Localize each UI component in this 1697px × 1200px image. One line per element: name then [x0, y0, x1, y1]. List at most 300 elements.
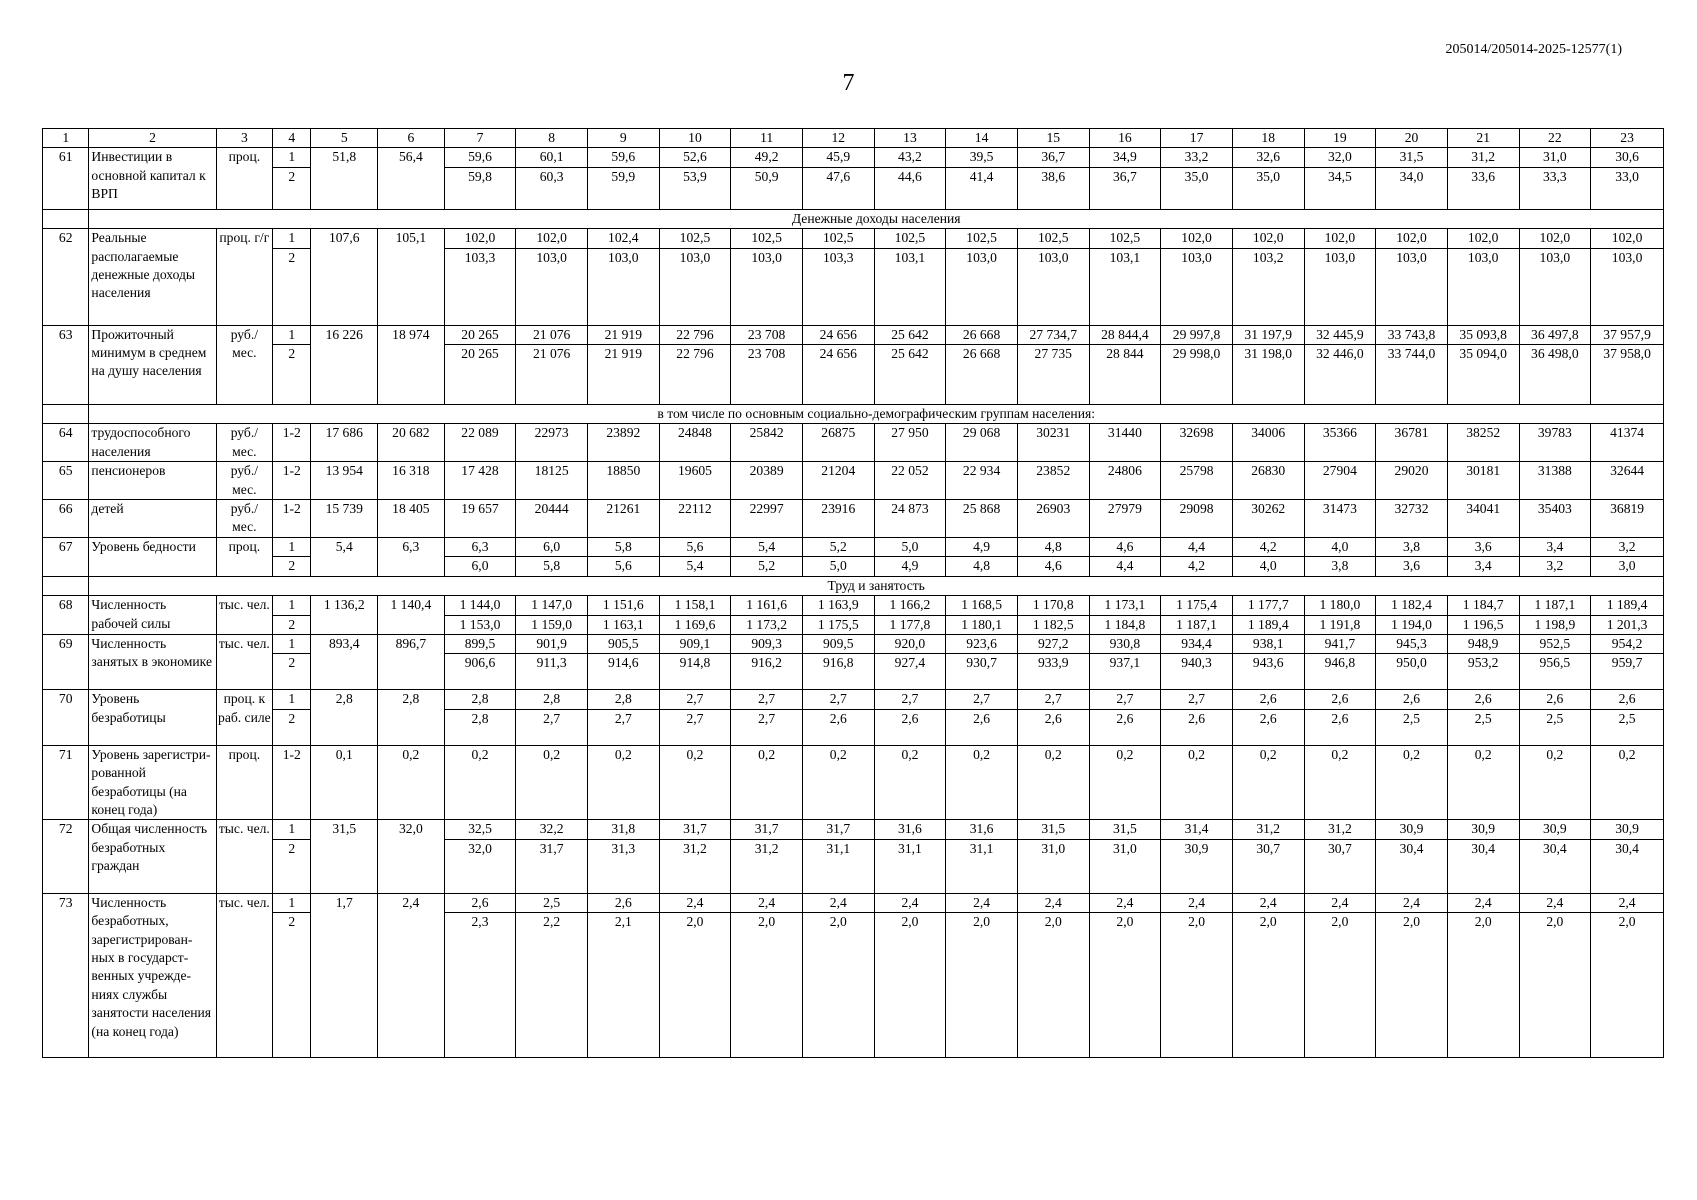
unit: проц. г/г	[216, 229, 273, 325]
value-col6: 20 682	[378, 424, 445, 462]
value-cell: 2,6	[1447, 690, 1519, 709]
value-cell: 22112	[659, 500, 731, 538]
value-cell: 2,0	[1017, 913, 1089, 1058]
value-cell: 102,5	[946, 229, 1018, 248]
row-number: 68	[43, 596, 89, 635]
value-cell: 953,2	[1447, 654, 1519, 690]
value-cell: 24 656	[802, 345, 874, 405]
value-cell: 41,4	[946, 167, 1018, 209]
value-cell: 0,2	[1376, 745, 1448, 820]
value-cell: 2,5	[1591, 709, 1664, 745]
value-cell: 33 744,0	[1376, 345, 1448, 405]
value-cell: 2,0	[802, 913, 874, 1058]
value-cell: 3,4	[1519, 537, 1591, 556]
value-cell: 4,4	[1089, 557, 1161, 576]
value-cell: 18850	[587, 462, 659, 500]
value-cell: 29 997,8	[1161, 325, 1233, 344]
value-col6: 6,3	[378, 537, 445, 576]
value-cell: 47,6	[802, 167, 874, 209]
value-cell: 103,1	[874, 248, 946, 325]
value-cell: 0,2	[1591, 745, 1664, 820]
table-row	[43, 893, 1664, 912]
value-cell: 2,6	[1161, 709, 1233, 745]
column-number: 7	[444, 129, 516, 148]
value-cell: 49,2	[731, 148, 803, 167]
table-row-variant-2	[43, 709, 1664, 745]
value-cell: 31,4	[1161, 820, 1233, 839]
value-cell: 35366	[1304, 424, 1376, 462]
value-cell: 2,6	[1519, 690, 1591, 709]
value-cell: 59,9	[587, 167, 659, 209]
value-cell: 2,6	[946, 709, 1018, 745]
value-cell: 30231	[1017, 424, 1089, 462]
value-cell: 31,6	[874, 820, 946, 839]
row-number: 67	[43, 537, 89, 576]
column-number: 19	[1304, 129, 1376, 148]
value-cell: 31,0	[1089, 839, 1161, 893]
value-cell: 2,7	[659, 709, 731, 745]
value-cell: 60,3	[516, 167, 588, 209]
value-cell: 2,6	[1232, 709, 1304, 745]
value-cell: 2,3	[444, 913, 516, 1058]
value-cell: 31,7	[516, 839, 588, 893]
value-cell: 22 796	[659, 325, 731, 344]
value-cell: 103,0	[1376, 248, 1448, 325]
row-number: 66	[43, 500, 89, 538]
value-cell: 1 144,0	[444, 596, 516, 615]
unit: тыс. чел.	[216, 820, 273, 893]
value-cell: 32,0	[1304, 148, 1376, 167]
section-title: Денежные доходы населения	[89, 209, 1664, 228]
value-cell: 1 158,1	[659, 596, 731, 615]
value-cell: 17 428	[444, 462, 516, 500]
value-cell: 31 197,9	[1232, 325, 1304, 344]
value-cell: 21 919	[587, 325, 659, 344]
row-number: 62	[43, 229, 89, 325]
column-number: 17	[1161, 129, 1233, 148]
value-cell: 4,2	[1161, 557, 1233, 576]
value-cell: 927,4	[874, 654, 946, 690]
unit: руб./ мес.	[216, 325, 273, 404]
section-title: в том числе по основным социально-демографическим группам населения:	[89, 405, 1664, 424]
value-cell: 103,0	[1304, 248, 1376, 325]
value-cell: 3,8	[1304, 557, 1376, 576]
variant: 1-2	[273, 424, 311, 462]
row-number: 61	[43, 148, 89, 209]
value-cell: 1 173,2	[731, 615, 803, 634]
column-number: 15	[1017, 129, 1089, 148]
unit: руб./ мес.	[216, 424, 273, 462]
value-cell: 2,0	[1232, 913, 1304, 1058]
value-cell: 905,5	[587, 634, 659, 653]
value-cell: 24848	[659, 424, 731, 462]
value-cell: 2,7	[946, 690, 1018, 709]
column-number: 18	[1232, 129, 1304, 148]
column-number: 16	[1089, 129, 1161, 148]
value-cell: 31,2	[1232, 820, 1304, 839]
value-cell: 2,6	[1017, 709, 1089, 745]
value-cell: 4,0	[1232, 557, 1304, 576]
table-row-variant-2	[43, 167, 1664, 209]
indicator-name: Общая численность безработных граждан	[89, 820, 216, 893]
value-cell: 945,3	[1376, 634, 1448, 653]
value-cell: 2,7	[802, 690, 874, 709]
value-cell: 103,0	[587, 248, 659, 325]
value-cell: 35,0	[1161, 167, 1233, 209]
value-cell: 31 198,0	[1232, 345, 1304, 405]
unit: проц.	[216, 537, 273, 576]
value-cell: 0,2	[659, 745, 731, 820]
value-cell: 23 708	[731, 345, 803, 405]
value-cell: 102,0	[444, 229, 516, 248]
value-cell: 0,2	[1304, 745, 1376, 820]
value-cell: 30,4	[1376, 839, 1448, 893]
value-cell: 103,3	[802, 248, 874, 325]
value-cell: 31,8	[587, 820, 659, 839]
value-cell: 103,0	[1519, 248, 1591, 325]
column-number: 20	[1376, 129, 1448, 148]
value-cell: 940,3	[1161, 654, 1233, 690]
value-cell: 0,2	[1519, 745, 1591, 820]
value-cell: 30,9	[1591, 820, 1664, 839]
value-cell: 6,0	[444, 557, 516, 576]
document-id: 205014/205014-2025-12577(1)	[1445, 42, 1622, 57]
value-cell: 28 844	[1089, 345, 1161, 405]
value-cell: 19605	[659, 462, 731, 500]
value-cell: 2,4	[802, 893, 874, 912]
value-cell: 36 497,8	[1519, 325, 1591, 344]
value-cell: 21204	[802, 462, 874, 500]
value-cell: 30,4	[1591, 839, 1664, 893]
value-cell: 102,0	[1447, 229, 1519, 248]
value-cell: 21261	[587, 500, 659, 538]
value-cell: 4,9	[874, 557, 946, 576]
value-cell: 37 957,9	[1591, 325, 1664, 344]
value-cell: 52,6	[659, 148, 731, 167]
value-cell: 32,6	[1232, 148, 1304, 167]
value-cell: 33,0	[1591, 167, 1664, 209]
value-cell: 2,6	[1376, 690, 1448, 709]
unit: руб./ мес.	[216, 500, 273, 538]
value-cell: 2,6	[587, 893, 659, 912]
value-cell: 1 189,4	[1232, 615, 1304, 634]
value-cell: 32732	[1376, 500, 1448, 538]
column-number: 1	[43, 129, 89, 148]
value-cell: 32698	[1161, 424, 1233, 462]
variant: 1	[273, 229, 311, 248]
value-cell: 5,0	[802, 557, 874, 576]
value-cell: 31,5	[1089, 820, 1161, 839]
value-cell: 22 052	[874, 462, 946, 500]
value-cell: 1 180,0	[1304, 596, 1376, 615]
value-col5: 17 686	[311, 424, 378, 462]
table-row-variant-2	[43, 654, 1664, 690]
value-cell: 1 187,1	[1519, 596, 1591, 615]
value-cell: 103,2	[1232, 248, 1304, 325]
variant: 2	[273, 654, 311, 690]
value-cell: 2,4	[1447, 893, 1519, 912]
value-col5: 1 136,2	[311, 596, 378, 635]
value-cell: 30,9	[1376, 820, 1448, 839]
variant: 1-2	[273, 745, 311, 820]
value-cell: 103,0	[946, 248, 1018, 325]
indicator-name: пенсионеров	[89, 462, 216, 500]
value-cell: 34,5	[1304, 167, 1376, 209]
variant: 2	[273, 709, 311, 745]
value-cell: 31,2	[1447, 148, 1519, 167]
value-col5: 2,8	[311, 690, 378, 745]
value-cell: 1 184,8	[1089, 615, 1161, 634]
indicator-name: Численность рабочей силы	[89, 596, 216, 635]
value-cell: 2,5	[1376, 709, 1448, 745]
value-cell: 35403	[1519, 500, 1591, 538]
value-cell: 36781	[1376, 424, 1448, 462]
value-cell: 31,7	[659, 820, 731, 839]
value-cell: 38252	[1447, 424, 1519, 462]
value-cell: 950,0	[1376, 654, 1448, 690]
value-cell: 30262	[1232, 500, 1304, 538]
value-cell: 956,5	[1519, 654, 1591, 690]
value-cell: 2,7	[731, 690, 803, 709]
value-cell: 3,8	[1376, 537, 1448, 556]
value-cell: 20444	[516, 500, 588, 538]
value-cell: 102,5	[731, 229, 803, 248]
value-cell: 2,4	[1017, 893, 1089, 912]
value-cell: 1 153,0	[444, 615, 516, 634]
value-cell: 30,9	[1447, 820, 1519, 839]
value-cell: 45,9	[802, 148, 874, 167]
value-cell: 27979	[1089, 500, 1161, 538]
variant: 1	[273, 537, 311, 556]
value-cell: 5,6	[587, 557, 659, 576]
variant: 2	[273, 167, 311, 209]
value-cell: 2,0	[659, 913, 731, 1058]
column-number: 14	[946, 129, 1018, 148]
value-cell: 1 151,6	[587, 596, 659, 615]
value-cell: 2,7	[659, 690, 731, 709]
table-row-variant-2	[43, 839, 1664, 893]
value-cell: 26903	[1017, 500, 1089, 538]
value-cell: 22997	[731, 500, 803, 538]
table-row	[43, 745, 1664, 820]
value-col6: 2,4	[378, 893, 445, 1057]
indicator-name: Уровень безработицы	[89, 690, 216, 745]
value-cell: 25842	[731, 424, 803, 462]
column-number: 22	[1519, 129, 1591, 148]
row-number: 73	[43, 893, 89, 1057]
value-cell: 5,8	[587, 537, 659, 556]
value-cell: 2,7	[1161, 690, 1233, 709]
forecast-table	[42, 128, 1664, 1058]
value-cell: 916,2	[731, 654, 803, 690]
value-col6: 896,7	[378, 634, 445, 689]
value-cell: 30,4	[1447, 839, 1519, 893]
value-cell: 26 668	[946, 345, 1018, 405]
value-cell: 2,0	[1161, 913, 1233, 1058]
value-cell: 27904	[1304, 462, 1376, 500]
value-col6: 18 405	[378, 500, 445, 538]
value-cell: 50,9	[731, 167, 803, 209]
column-number: 6	[378, 129, 445, 148]
column-number: 9	[587, 129, 659, 148]
value-cell: 24 656	[802, 325, 874, 344]
value-cell: 1 166,2	[874, 596, 946, 615]
value-cell: 30,4	[1519, 839, 1591, 893]
value-cell: 909,3	[731, 634, 803, 653]
value-cell: 103,0	[1161, 248, 1233, 325]
value-cell: 26875	[802, 424, 874, 462]
section-spacer	[43, 405, 89, 424]
row-number: 69	[43, 634, 89, 689]
value-cell: 2,1	[587, 913, 659, 1058]
value-cell: 927,2	[1017, 634, 1089, 653]
value-cell: 31,2	[1304, 820, 1376, 839]
value-cell: 23852	[1017, 462, 1089, 500]
indicator-name: Реальные располагаемые денежные доходы населения	[89, 229, 216, 325]
unit: тыс. чел.	[216, 596, 273, 635]
unit: тыс. чел.	[216, 634, 273, 689]
value-cell: 2,7	[1017, 690, 1089, 709]
value-cell: 41374	[1591, 424, 1664, 462]
indicator-name: Инвестиции в основной капитал к ВРП	[89, 148, 216, 209]
value-cell: 102,0	[1161, 229, 1233, 248]
value-cell: 102,5	[874, 229, 946, 248]
value-cell: 102,5	[1089, 229, 1161, 248]
value-cell: 30,6	[1591, 148, 1664, 167]
row-number: 71	[43, 745, 89, 820]
value-cell: 959,7	[1591, 654, 1664, 690]
value-cell: 1 175,4	[1161, 596, 1233, 615]
value-cell: 4,2	[1232, 537, 1304, 556]
value-cell: 1 194,0	[1376, 615, 1448, 634]
column-number: 4	[273, 129, 311, 148]
value-cell: 38,6	[1017, 167, 1089, 209]
value-cell: 2,0	[1376, 913, 1448, 1058]
value-cell: 0,2	[802, 745, 874, 820]
table-row-variant-2	[43, 345, 1664, 405]
column-number: 12	[802, 129, 874, 148]
row-number: 65	[43, 462, 89, 500]
indicator-name: трудоспособного населения	[89, 424, 216, 462]
value-cell: 103,0	[659, 248, 731, 325]
value-cell: 30,7	[1304, 839, 1376, 893]
value-cell: 103,0	[731, 248, 803, 325]
value-cell: 5,2	[802, 537, 874, 556]
value-cell: 27 950	[874, 424, 946, 462]
value-cell: 6,0	[516, 537, 588, 556]
value-cell: 31,5	[1376, 148, 1448, 167]
value-cell: 2,6	[1304, 709, 1376, 745]
value-cell: 2,7	[1089, 690, 1161, 709]
value-cell: 26830	[1232, 462, 1304, 500]
value-cell: 32 446,0	[1304, 345, 1376, 405]
value-cell: 938,1	[1232, 634, 1304, 653]
table-row	[43, 500, 1664, 538]
value-col5: 13 954	[311, 462, 378, 500]
value-cell: 37 958,0	[1591, 345, 1664, 405]
unit: проц. к раб. силе	[216, 690, 273, 745]
column-number: 2	[89, 129, 216, 148]
value-cell: 2,4	[731, 893, 803, 912]
value-cell: 1 180,1	[946, 615, 1018, 634]
table-row	[43, 634, 1664, 653]
table-row-variant-2	[43, 557, 1664, 576]
value-col6: 18 974	[378, 325, 445, 404]
value-cell: 2,6	[802, 709, 874, 745]
value-cell: 29098	[1161, 500, 1233, 538]
value-cell: 1 187,1	[1161, 615, 1233, 634]
variant: 1	[273, 893, 311, 912]
variant: 2	[273, 248, 311, 325]
value-cell: 103,0	[1017, 248, 1089, 325]
value-cell: 29 998,0	[1161, 345, 1233, 405]
value-cell: 2,0	[1519, 913, 1591, 1058]
value-cell: 2,6	[1232, 690, 1304, 709]
value-cell: 31,1	[946, 839, 1018, 893]
value-cell: 102,4	[587, 229, 659, 248]
column-number: 10	[659, 129, 731, 148]
value-cell: 899,5	[444, 634, 516, 653]
value-cell: 1 182,4	[1376, 596, 1448, 615]
value-cell: 2,8	[516, 690, 588, 709]
value-col5: 15 739	[311, 500, 378, 538]
value-cell: 1 184,7	[1447, 596, 1519, 615]
value-col6: 56,4	[378, 148, 445, 209]
value-cell: 1 177,7	[1232, 596, 1304, 615]
value-col5: 0,1	[311, 745, 378, 820]
value-cell: 1 163,1	[587, 615, 659, 634]
value-cell: 31,0	[1017, 839, 1089, 893]
value-cell: 59,8	[444, 167, 516, 209]
value-cell: 32644	[1591, 462, 1664, 500]
value-cell: 1 147,0	[516, 596, 588, 615]
value-cell: 2,4	[1089, 893, 1161, 912]
value-cell: 103,0	[516, 248, 588, 325]
value-cell: 0,2	[1447, 745, 1519, 820]
value-cell: 906,6	[444, 654, 516, 690]
table-row	[43, 690, 1664, 709]
value-cell: 1 198,9	[1519, 615, 1591, 634]
value-cell: 2,5	[516, 893, 588, 912]
value-cell: 33,2	[1161, 148, 1233, 167]
value-cell: 0,2	[444, 745, 516, 820]
value-cell: 32,0	[444, 839, 516, 893]
value-cell: 4,8	[1017, 537, 1089, 556]
value-cell: 21 076	[516, 345, 588, 405]
value-cell: 2,7	[731, 709, 803, 745]
value-cell: 3,2	[1519, 557, 1591, 576]
value-cell: 34,9	[1089, 148, 1161, 167]
value-cell: 35,0	[1232, 167, 1304, 209]
value-cell: 35 093,8	[1447, 325, 1519, 344]
value-cell: 25 868	[946, 500, 1018, 538]
value-cell: 44,6	[874, 167, 946, 209]
value-cell: 31,2	[659, 839, 731, 893]
value-cell: 5,8	[516, 557, 588, 576]
value-cell: 2,8	[587, 690, 659, 709]
value-cell: 2,7	[516, 709, 588, 745]
value-cell: 2,4	[1591, 893, 1664, 912]
value-cell: 33 743,8	[1376, 325, 1448, 344]
value-cell: 946,8	[1304, 654, 1376, 690]
value-cell: 0,2	[731, 745, 803, 820]
value-cell: 20 265	[444, 345, 516, 405]
value-cell: 22973	[516, 424, 588, 462]
value-cell: 2,0	[1447, 913, 1519, 1058]
value-cell: 2,6	[1591, 690, 1664, 709]
value-cell: 25 642	[874, 325, 946, 344]
value-cell: 923,6	[946, 634, 1018, 653]
